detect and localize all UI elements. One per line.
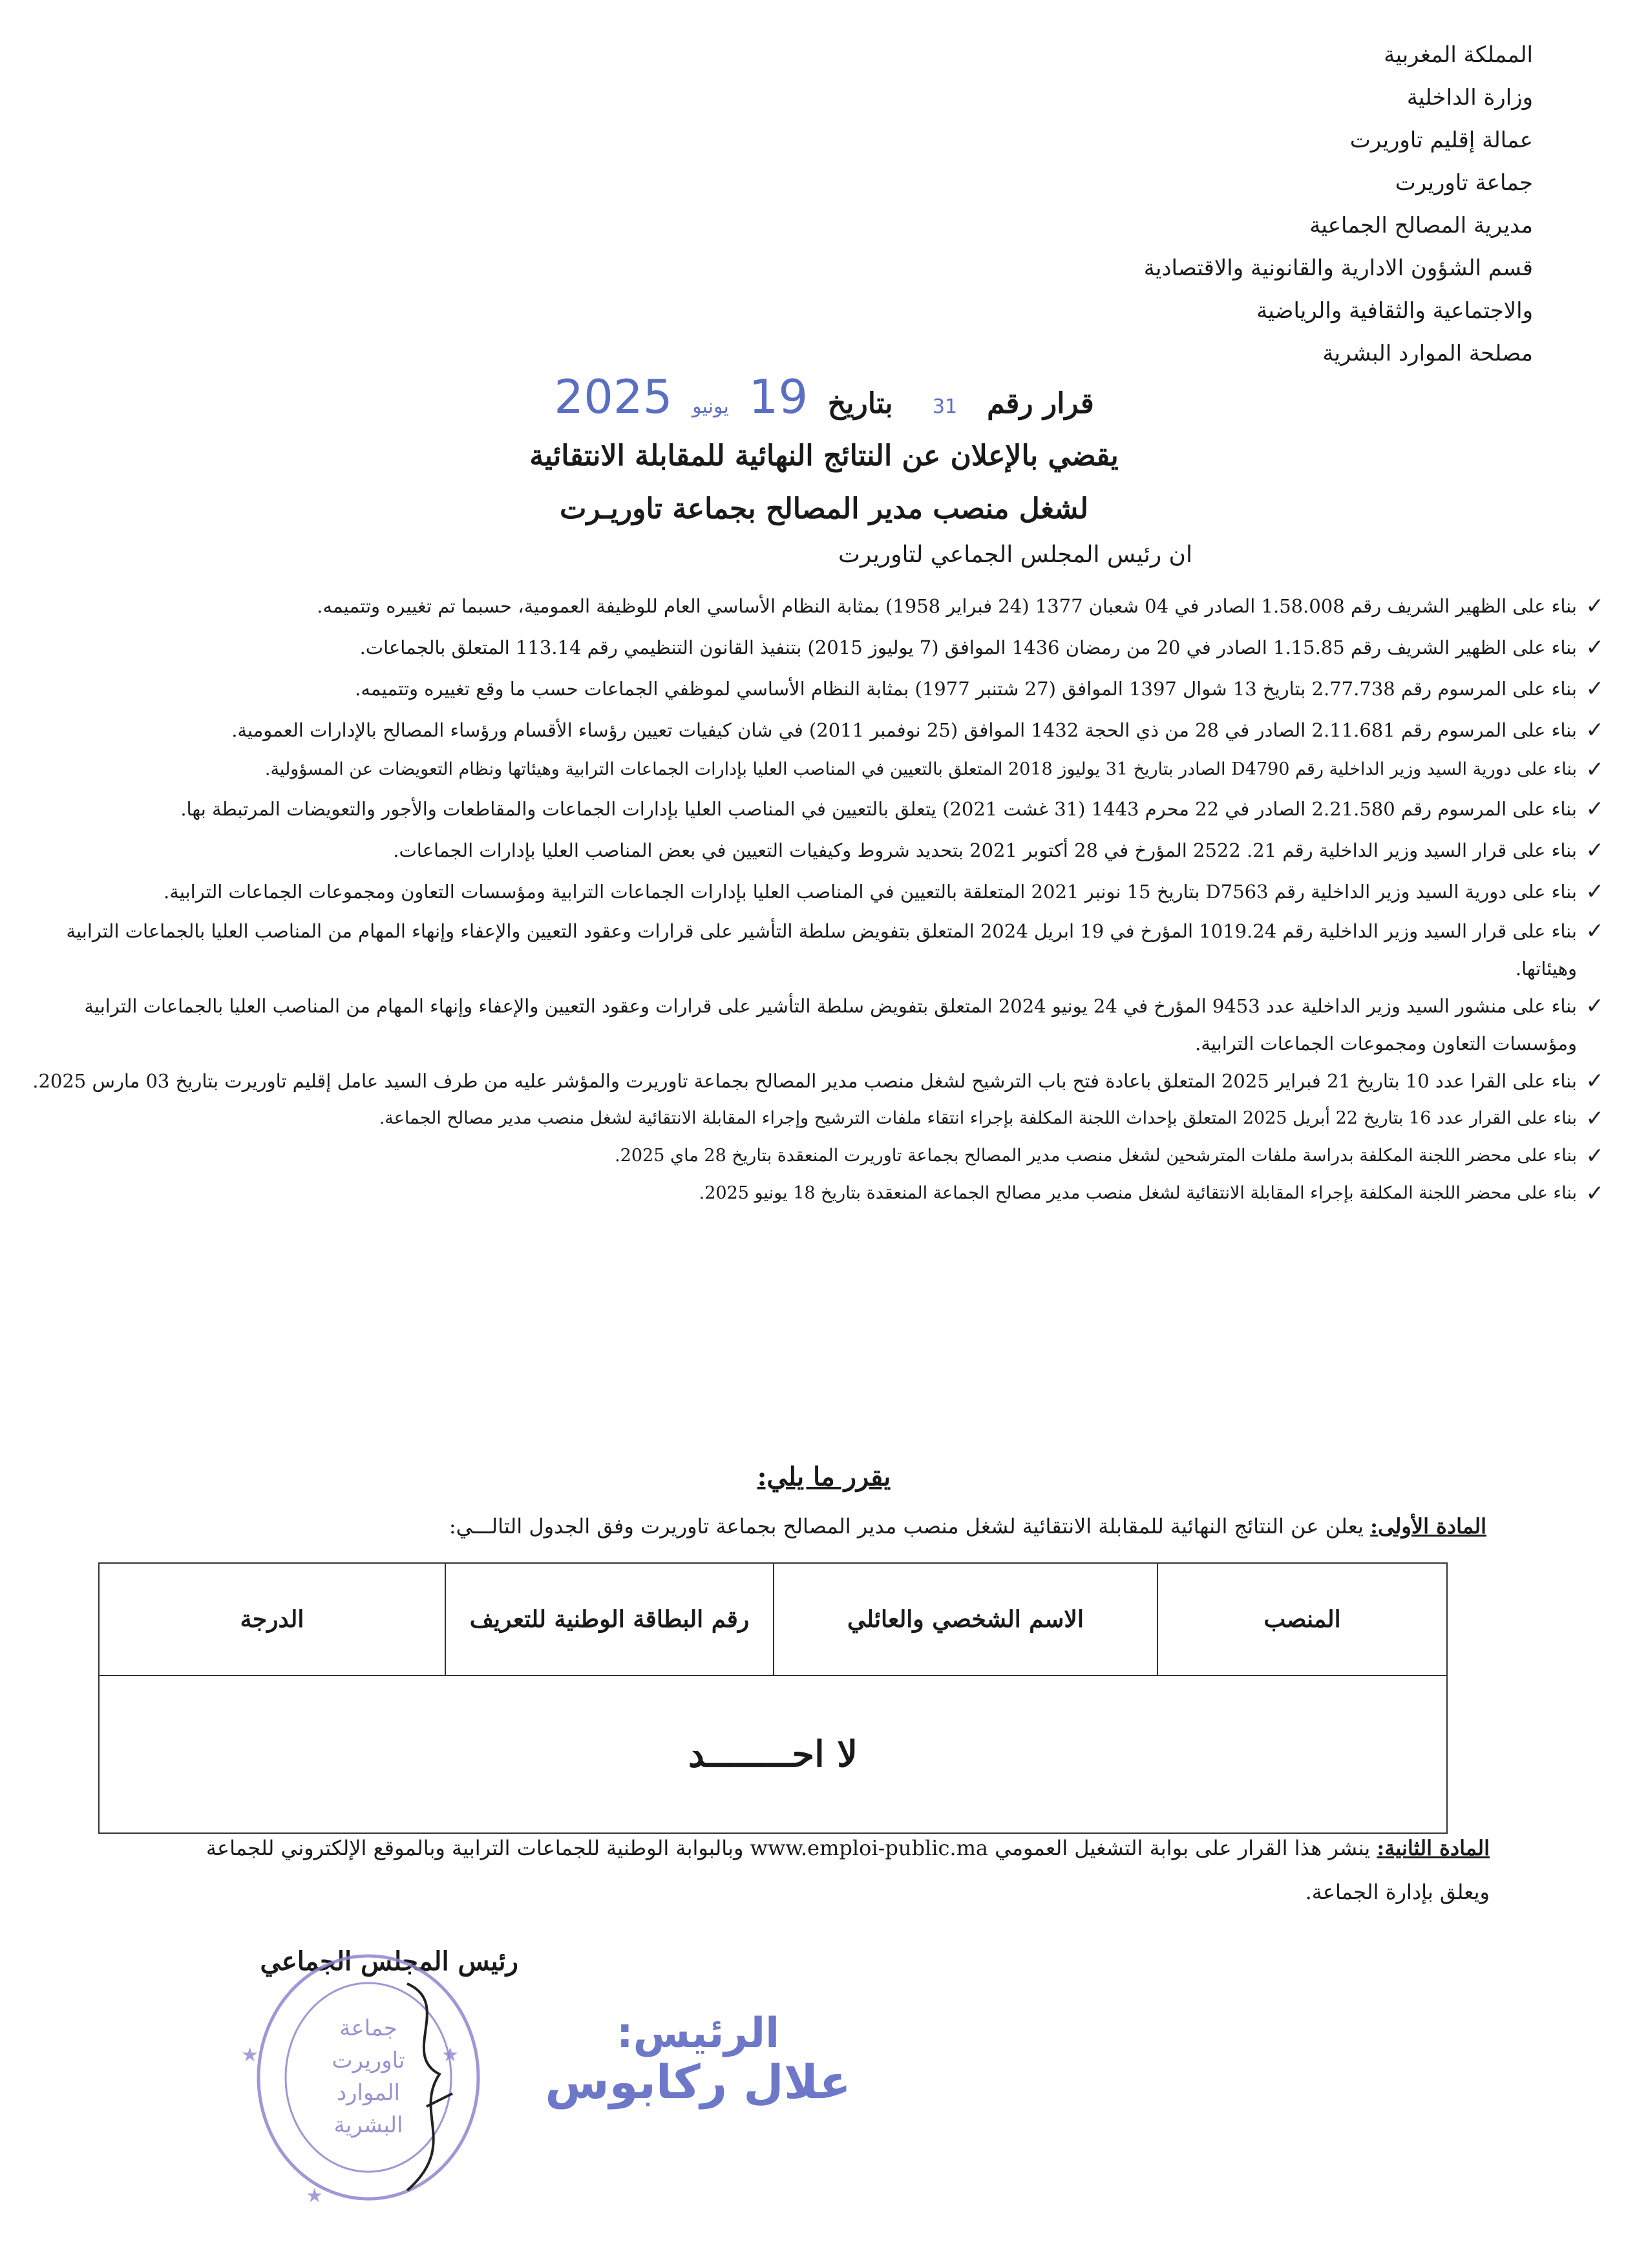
list-item: [8, 751, 1604, 788]
svg-text:★: ★: [306, 2185, 323, 2207]
check-icon: ✓: [1585, 837, 1604, 863]
table-header-cell: المنصب: [1157, 1563, 1447, 1675]
decision-number-line: [0, 370, 1648, 424]
check-icon: ✓: [1585, 1068, 1604, 1094]
list-item: [8, 987, 1604, 1062]
header-line: قسم الشؤون الادارية والقانونية والاقتصادية: [1143, 255, 1533, 281]
portal-link[interactable]: www.emploi-public.ma: [750, 1836, 988, 1860]
seal-text: تاوريرت: [332, 2048, 405, 2074]
article-one: [129, 1507, 1486, 1546]
table-header-cell: الدرجة: [99, 1563, 445, 1675]
clause-text: بناء على الظهير الشريف رقم 1.15.85 الصادر في 20 من رمضان 1436 الموافق (7 يوليوز 2015) بتنفيذ القانون التنظيمي رقم 113.14 المتعلق بالجماعات.: [359, 636, 1577, 658]
president-intro: ان رئيس المجلس الجماعي لتاوريرت: [838, 541, 1192, 568]
clause-text: بناء على المرسوم رقم 2.11.681 الصادر في 28 من ذي الحجة 1432 الموافق (25 نوفمبر 2011) في شان كيفيات تعيين رؤساء الأقسام ورؤساء المصالح بالإدارات العمومية.: [231, 719, 1577, 741]
decision-label: قرار رقم: [987, 387, 1094, 420]
article-two: [126, 1826, 1490, 1914]
list-item: [8, 871, 1604, 912]
clause-text: بناء على محضر اللجنة المكلفة بإجراء المقابلة الانتقائية لشغل منصب مدير مصالح الجماعة المنعقدة بتاريخ 18 يونيو 2025.: [699, 1183, 1577, 1203]
stamp-title: الرئيس:: [617, 2010, 779, 2057]
document-header: [951, 34, 1533, 375]
clause-text: بناء على دورية السيد وزير الداخلية رقم D7563 بتاريخ 15 نونبر 2021 المتعلقة بالتعيين في المناصب العليا بإدارات الجماعات الترابية ومؤسسات التعاون ومجموعات الجماعات الترابية.: [164, 881, 1577, 903]
list-item: [8, 788, 1604, 830]
header-line: جماعة تاوريرت: [1395, 170, 1533, 196]
header-line: عمالة إقليم تاوريرت: [1349, 127, 1533, 153]
check-icon: ✓: [1585, 676, 1604, 702]
check-icon: ✓: [1585, 717, 1604, 743]
check-icon: ✓: [1585, 1143, 1604, 1169]
article-two-text: ينشر هذا القرار على بوابة التشغيل العمومي: [995, 1836, 1371, 1860]
seal-text: البشرية: [333, 2112, 403, 2138]
year-stamp: 2025: [554, 370, 673, 424]
header-line: المملكة المغربية: [1384, 42, 1533, 68]
article-one-title: المادة الأولى:: [1370, 1514, 1486, 1538]
list-item: [8, 709, 1604, 751]
clause-text: بناء على القرا عدد 10 بتاريخ 21 فبراير 2025 المتعلق باعادة فتح باب الترشيح لشغل منصب مدير المصالح بجماعة تاوريرت والمؤشر عليه من طرف السيد عامل إقليم تاوريرت بتاريخ 03 مارس 2025.: [32, 1070, 1577, 1092]
list-item: [8, 912, 1604, 987]
svg-text:★: ★: [441, 2044, 459, 2066]
check-icon: ✓: [1585, 796, 1604, 822]
decides-heading: يقرر ما يلي:: [757, 1462, 891, 1492]
signature-title: رئيس المجلس الجماعي: [260, 1946, 518, 1977]
table-header-cell: رقم البطاقة الوطنية للتعريف: [445, 1563, 774, 1675]
day-stamp: 19: [748, 370, 808, 424]
article-two-title: المادة الثانية:: [1377, 1836, 1490, 1860]
list-item: [8, 627, 1604, 668]
svg-text:★: ★: [241, 2044, 259, 2066]
signature-stamp: [504, 2010, 892, 2109]
clause-text: بناء على قرار السيد وزير الداخلية رقم 1019.24 المؤرخ في 19 ابريل 2024 المتعلق بتفويض سلطة التأشير على قرارات وعقود التعيين والإعفاء وإنهاء المهام من المناصب العليا بالجماعات الترابية وهيئاتها.: [66, 920, 1577, 980]
check-icon: ✓: [1585, 757, 1604, 782]
check-icon: ✓: [1585, 593, 1604, 619]
month-stamp: يونيو: [692, 395, 729, 418]
seal-text: جماعة: [339, 2015, 397, 2041]
clause-text: بناء على المرسوم رقم 2.77.738 بتاريخ 13 شوال 1397 الموافق (27 شتنبر 1977) بمثابة النظام الأساسي لموظفي الجماعات حسب ما وقع تغييره وتتميمه.: [355, 678, 1577, 700]
check-icon: ✓: [1585, 993, 1604, 1019]
table-empty-cell: لا احــــــــد: [99, 1675, 1447, 1833]
date-label: بتاريخ: [827, 387, 893, 420]
article-two-line2: ويعلق بإدارة الجماعة.: [1305, 1880, 1490, 1904]
list-item: [8, 668, 1604, 709]
results-table: [98, 1562, 1448, 1834]
list-item: [8, 1062, 1604, 1100]
check-icon: ✓: [1585, 1181, 1604, 1206]
clause-text: بناء على القرار عدد 16 بتاريخ 22 أبريل 2025 المتعلق بإحداث اللجنة المكلفة بإجراء انتقاء ملفات الترشيح وإجراء المقابلة الانتقائية لشغل منصب مدير مصالح الجماعة.: [379, 1108, 1577, 1128]
check-icon: ✓: [1585, 1106, 1604, 1131]
clause-text: بناء على محضر اللجنة المكلفة بدراسة ملفات المترشحين لشغل منصب مدير المصالح بجماعة تاوريرت المنعقدة بتاريخ 28 ماي 2025.: [615, 1146, 1577, 1166]
clause-text: بناء على دورية السيد وزير الداخلية رقم D4790 الصادر بتاريخ 31 يوليوز 2018 المتعلق بالتعيين في المناصب العليا بإدارات الجماعات الترابية وهيئاتها ونظام التعويضات عن المسؤولية.: [264, 759, 1577, 779]
header-line: مصلحة الموارد البشرية: [1322, 341, 1533, 366]
header-line: وزارة الداخلية: [1406, 85, 1533, 110]
list-item: [8, 585, 1604, 627]
seal-text: الموارد: [336, 2080, 401, 2106]
round-seal-icon: [241, 1945, 491, 2210]
clause-text: بناء على الظهير الشريف رقم 1.58.008 الصادر في 04 شعبان 1377 (24 فبراير 1958) بمثابة النظام الأساسي العام للوظيفة العمومية، حسبما تم تغييره وتتميمه.: [317, 595, 1577, 617]
table-header-cell: الاسم الشخصي والعائلي: [774, 1563, 1157, 1675]
clause-text: بناء على المرسوم رقم 2.21.580 الصادر في 22 محرم 1443 (31 غشت 2021) يتعلق بالتعيين في المناصب العليا بإدارات الجماعات والمقاطعات والأجور والتعويضات المرتبطة بها.: [180, 798, 1577, 820]
article-one-text: يعلن عن النتائج النهائية للمقابلة الانتقائية لشغل منصب مدير المصالح بجماعة تاوريرت وفق الجدول التالـــي:: [449, 1514, 1364, 1538]
article-two-text-cont: وبالبوابة الوطنية للجماعات الترابية وبالموقع الإلكتروني للجماعة: [206, 1836, 744, 1860]
table-header-row: [99, 1563, 1447, 1675]
stamp-name: علال ركابوس: [545, 2055, 851, 2109]
check-icon: ✓: [1585, 635, 1604, 660]
header-line: والاجتماعية والثقافية والرياضية: [1256, 298, 1533, 324]
clause-text: بناء على قرار السيد وزير الداخلية رقم 21. 2522 المؤرخ في 28 أكتوبر 2021 بتحديد شروط وكيفيات التعيين في بعض المناصب العليا بإدارات الجماعات.: [393, 839, 1577, 861]
table-row: [99, 1675, 1447, 1833]
check-icon: ✓: [1585, 918, 1604, 944]
decision-number-stamp: 31: [932, 395, 958, 418]
header-line: مديرية المصالح الجماعية: [1309, 213, 1533, 238]
check-icon: ✓: [1585, 879, 1604, 905]
list-item: [8, 1100, 1604, 1137]
clauses-list: [8, 585, 1604, 1212]
clause-text: بناء على منشور السيد وزير الداخلية عدد 9453 المؤرخ في 24 يونيو 2024 المتعلق بتفويض سلطة التأشير على قرارات وعقود التعيين والإعفاء وإنهاء المهام من المناصب العليا بالجماعات الترابية ومؤسسات التعاون ومجموعات الجماعات الترابية.: [84, 995, 1577, 1055]
decision-title-line1: يقضي بالإعلان عن النتائج النهائية للمقابلة الانتقائية: [529, 439, 1119, 472]
list-item: [8, 1175, 1604, 1212]
list-item: [8, 1137, 1604, 1175]
list-item: [8, 830, 1604, 871]
decision-title-line2: لشغل منصب مدير المصالح بجماعة تاوريـرت: [560, 492, 1088, 525]
